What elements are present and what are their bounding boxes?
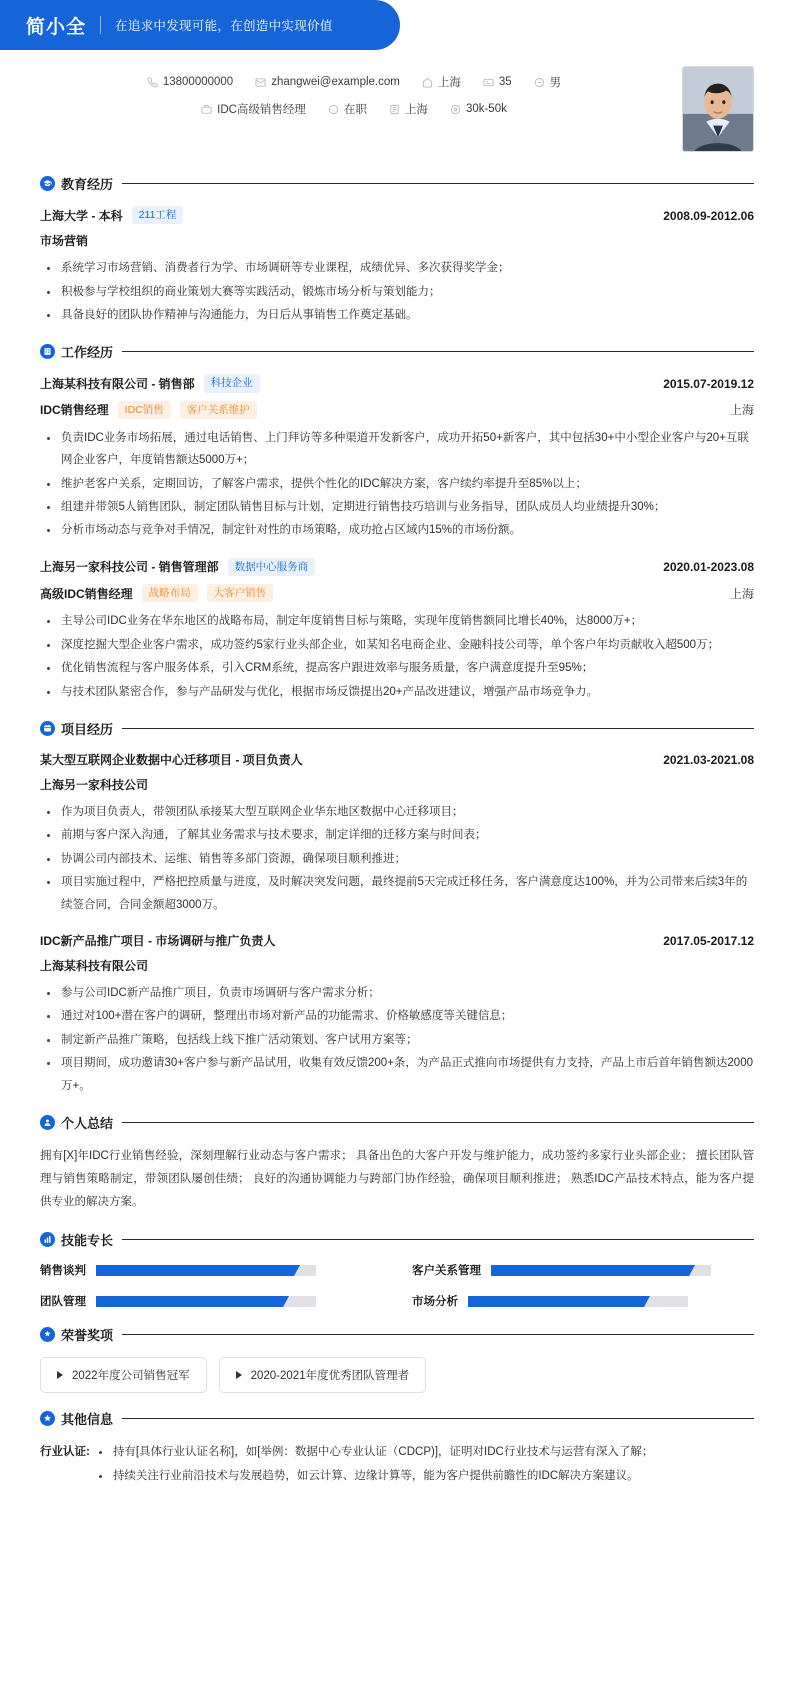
section-header: [40, 1113, 754, 1132]
entry-bullets: [44, 427, 754, 542]
list-item: 作为项目负责人，带领团队承接某大型互联网企业华东地区数据中心迁移项目；: [44, 801, 754, 823]
section-education: [0, 174, 794, 326]
skill-progress-fill: [468, 1296, 644, 1307]
award-list: [40, 1357, 754, 1393]
contact-row-primary: [40, 74, 668, 90]
entry-location: 上海: [729, 403, 754, 418]
contact-salary: [450, 103, 507, 115]
skill-label: 市场分析: [412, 1296, 458, 1309]
section-rule: [122, 183, 754, 184]
skill-tag: 大客户销售: [207, 584, 274, 602]
company-name: 上海另一家科技公司 - 销售管理部: [40, 560, 219, 575]
section-skills: [0, 1230, 794, 1309]
section-rule: [122, 1334, 754, 1335]
phone-icon: [147, 77, 158, 88]
contact-email-value: zhangwei@example.com: [271, 76, 400, 88]
list-item: 负责IDC业务市场拓展，通过电话销售、上门拜访等多种渠道开发新客户，成功开拓50+新客户，其中包括30+中小型企业客户与20+互联网企业客户，年度销售额达5000万+；: [44, 427, 754, 472]
entry-title-row: [40, 206, 754, 224]
list-item: 参与公司IDC新产品推广项目，负责市场调研与客户需求分析；: [44, 982, 754, 1004]
project-entry: [40, 932, 754, 1097]
entry-title-row: [40, 751, 754, 768]
entry-sub-left: [40, 584, 273, 602]
person-icon: [40, 1115, 55, 1130]
contact-gender: [534, 74, 562, 90]
section-rule: [122, 1239, 754, 1240]
entry-tag: 科技企业: [204, 374, 260, 392]
list-item: 与技术团队紧密合作，参与产品研发与优化，根据市场反馈提出20+产品改进建议，增强产品市场竞争力。: [44, 681, 754, 703]
banner-slogan: 在追求中发现可能，在创造中实现价值: [115, 19, 333, 33]
award-label: 2020-2021年度优秀团队管理者: [250, 1370, 410, 1383]
skill-progress-track: [468, 1296, 688, 1307]
medal-icon: [40, 1327, 55, 1342]
job-title: 高级IDC销售经理: [40, 586, 133, 601]
section-title: 教育经历: [61, 177, 114, 192]
contact-phone-value: 13800000000: [162, 76, 234, 88]
banner-divider: [100, 16, 101, 34]
briefcase-icon: [201, 104, 212, 115]
building-icon: [40, 344, 55, 359]
project-entry: [40, 751, 754, 916]
gender-icon: [534, 77, 545, 88]
contact-workplace: [389, 101, 428, 117]
project-company: 上海某科技有限公司: [40, 959, 149, 974]
list-item: 协调公司内部技术、运维、销售等多部门资源，确保项目顺利推进；: [44, 848, 754, 870]
list-item: 项目期间，成功邀请30+客户参与新产品试用，收集有效反馈200+条，为产品正式推向市场提供有力支持，产品上市后首年销售额达2000万+。: [44, 1052, 754, 1097]
skill-tag: 战略布局: [142, 584, 198, 602]
section-title: 项目经历: [61, 721, 114, 737]
contact-phone: [147, 76, 233, 88]
contact-salary-value: 30k-50k: [465, 103, 507, 115]
section-header: [40, 719, 754, 738]
section-rule: [122, 1418, 754, 1419]
list-item: 深度挖掘大型企业客户需求，成功签约5家行业头部企业，如某知名电商企业、金融科技公司等，单个客户年均贡献收入超500万；: [44, 634, 754, 656]
contact-status: [328, 101, 367, 117]
project-name: 某大型互联网企业数据中心迁移项目 - 项目负责人: [40, 752, 303, 767]
education-entry: [40, 206, 754, 326]
skill-item: [40, 1262, 382, 1278]
entry-date: 2020.01-2023.08: [663, 560, 754, 575]
company-name: 上海某科技有限公司 - 销售部: [40, 377, 195, 392]
section-title: 技能专长: [61, 1233, 114, 1249]
section-rule: [122, 1122, 754, 1123]
work-entry: [40, 558, 754, 703]
work-entry: [40, 374, 754, 541]
job-title: IDC销售经理: [40, 403, 109, 418]
award-item: [40, 1357, 207, 1393]
skill-progress-fill: [491, 1265, 689, 1276]
list-item: 项目实施过程中，严格把控质量与进度，及时解决突发问题，最终提前5天完成迁移任务，客户满意度达100%，并为公司带来后续3年的续签合同，合同金额超3000万。: [44, 871, 754, 916]
section-header: [40, 1325, 754, 1344]
id-card-icon: [483, 77, 494, 88]
skill-progress-track: [96, 1265, 316, 1276]
list-item: 持续关注行业前沿技术与发展趋势，如云计算、边缘计算等，能为客户提供前瞻性的IDC解决方案建议。: [96, 1465, 754, 1487]
section-header: [40, 342, 754, 361]
skill-label: 销售谈判: [40, 1265, 86, 1278]
entry-date: 2021.03-2021.08: [663, 752, 754, 767]
contact-city-value: 上海: [437, 77, 461, 89]
contact-age-value: 35: [498, 76, 512, 88]
list-item: 通过对100+潜在客户的调研，整理出市场对新产品的功能需求、价格敏感度等关键信息；: [44, 1005, 754, 1027]
skill-progress-fill: [96, 1265, 294, 1276]
entry-date: 2017.05-2017.12: [663, 934, 754, 949]
section-header: [40, 1409, 754, 1428]
skill-progress-track: [96, 1296, 316, 1307]
section-header: [40, 1230, 754, 1249]
entry-date: 2008.09-2012.06: [663, 208, 754, 223]
list-item: 积极参与学校组织的商业策划大赛等实践活动，锻炼市场分析与策划能力；: [44, 281, 754, 303]
info-icon: [40, 1411, 55, 1426]
list-item: 系统学习市场营销、消费者行为学、市场调研等专业课程，成绩优异、多次获得奖学金；: [44, 257, 754, 279]
skill-tag: 客户关系维护: [180, 401, 257, 419]
contact-position: [201, 101, 306, 117]
skill-tag: IDC销售: [118, 401, 171, 419]
school-name: 上海大学 - 本科: [40, 208, 123, 223]
other-info-row: [40, 1441, 754, 1488]
entry-sub-row: [40, 776, 754, 793]
entry-sub-row: [40, 232, 754, 249]
list-item: 前期与客户深入沟通，了解其业务需求与技术要求，制定详细的迁移方案与时间表；: [44, 824, 754, 846]
contact-info: [40, 66, 668, 128]
contact-status-value: 在职: [343, 104, 367, 116]
chart-bar-icon: [40, 1232, 55, 1247]
skill-item: [40, 1293, 382, 1309]
contact-age: [483, 76, 512, 88]
entry-title-left: [40, 374, 260, 392]
entry-tag: 211工程: [132, 206, 184, 224]
triangle-icon: [57, 1371, 63, 1379]
list-item: 组建并带领5人销售团队，制定团队销售目标与计划，定期进行销售技巧培训与业务指导，团队成员人均业绩提升30%；: [44, 496, 754, 518]
major-name: 市场营销: [40, 234, 89, 249]
location-icon: [389, 104, 400, 115]
section-summary: [0, 1113, 794, 1214]
skill-list: [40, 1262, 754, 1309]
contact-city: [422, 74, 461, 90]
entry-date: 2015.07-2019.12: [663, 377, 754, 392]
skill-item: [412, 1293, 754, 1309]
avatar: [682, 66, 754, 152]
section-rule: [122, 728, 754, 729]
summary-text: 拥有[X]年IDC行业销售经验，深刻理解行业动态与客户需求； 具备出色的大客户开发与维护能力，成功签约多家行业头部企业； 擅长团队管理与销售策略制定，带领团队屡创佳绩； 良好的沟通协调能力与跨部门协作经验，确保项目顺利推进； 熟悉IDC产品技术特点，能为客户提供专业的解决方案。: [40, 1150, 754, 1209]
project-name: IDC新产品推广项目 - 市场调研与推广负责人: [40, 934, 276, 949]
list-item: 制定新产品推广策略，包括线上线下推广活动策划、客户试用方案等；: [44, 1029, 754, 1051]
status-icon: [328, 104, 339, 115]
entry-sub-row: [40, 584, 754, 602]
section-title: 工作经历: [61, 345, 114, 361]
home-icon: [422, 77, 433, 88]
entry-title-row: [40, 558, 754, 576]
list-item: 维护老客户关系，定期回访，了解客户需求，提供个性化的IDC解决方案，客户续约率提升至85%以上；: [44, 473, 754, 495]
project-icon: [40, 721, 55, 736]
entry-sub-left: [40, 401, 257, 419]
entry-tag: 数据中心服务商: [228, 558, 316, 576]
header-banner: [0, 0, 400, 50]
list-item: 持有[具体行业认证名称]，如[举例：数据中心专业认证（CDCP)]，证明对IDC行业技术与运营有深入了解；: [96, 1441, 754, 1463]
graduation-cap-icon: [40, 176, 55, 191]
list-item: 优化销售流程与客户服务体系，引入CRM系统，提高客户跟进效率与服务质量，客户满意度提升至95%；: [44, 657, 754, 679]
section-project: [0, 719, 794, 1097]
list-item: 具备良好的团队协作精神与沟通能力，为日后从事销售工作奠定基础。: [44, 304, 754, 326]
skill-item: [412, 1262, 754, 1278]
section-work: [0, 342, 794, 702]
section-header: [40, 174, 754, 193]
entry-bullets: [44, 801, 754, 916]
resume-owner-name: 简小全: [26, 16, 87, 38]
contact-email: [255, 76, 400, 88]
award-item: [219, 1357, 427, 1393]
section-title: 荣誉奖项: [61, 1328, 114, 1344]
entry-bullets: [44, 982, 754, 1097]
contact-workplace-value: 上海: [404, 104, 428, 116]
contact-row-secondary: [40, 101, 668, 117]
entry-sub-row: [40, 957, 754, 974]
section-title: 其他信息: [61, 1412, 114, 1428]
other-info-label: 行业认证:: [40, 1446, 90, 1459]
triangle-icon: [236, 1371, 242, 1379]
entry-title-left: [40, 558, 315, 576]
entry-bullets: [44, 257, 754, 326]
list-item: 分析市场动态与竞争对手情况，制定针对性的市场策略，成功抢占区域内15%的市场份额。: [44, 519, 754, 541]
entry-title-row: [40, 932, 754, 949]
contact-position-value: IDC高级销售经理: [217, 104, 306, 116]
section-rule: [122, 351, 754, 352]
skill-progress-track: [491, 1265, 711, 1276]
entry-bullets: [44, 610, 754, 703]
salary-icon: [450, 104, 461, 115]
award-label: 2022年度公司销售冠军: [72, 1370, 190, 1383]
contact-header: [0, 50, 794, 158]
entry-sub-row: [40, 401, 754, 419]
section-other: [0, 1409, 794, 1488]
section-title: 个人总结: [61, 1116, 114, 1132]
entry-location: 上海: [729, 586, 754, 601]
skill-progress-fill: [96, 1296, 283, 1307]
entry-title-left: [40, 206, 183, 224]
other-bullets: [96, 1441, 754, 1488]
section-awards: [0, 1325, 794, 1393]
list-item: 主导公司IDC业务在华东地区的战略布局，制定年度销售目标与策略，实现年度销售额同比增长40%，达8000万+；: [44, 610, 754, 632]
skill-label: 团队管理: [40, 1296, 86, 1309]
contact-gender-value: 男: [549, 77, 562, 89]
mail-icon: [255, 77, 266, 88]
skill-label: 客户关系管理: [412, 1265, 481, 1278]
project-company: 上海另一家科技公司: [40, 777, 149, 792]
entry-title-row: [40, 374, 754, 392]
